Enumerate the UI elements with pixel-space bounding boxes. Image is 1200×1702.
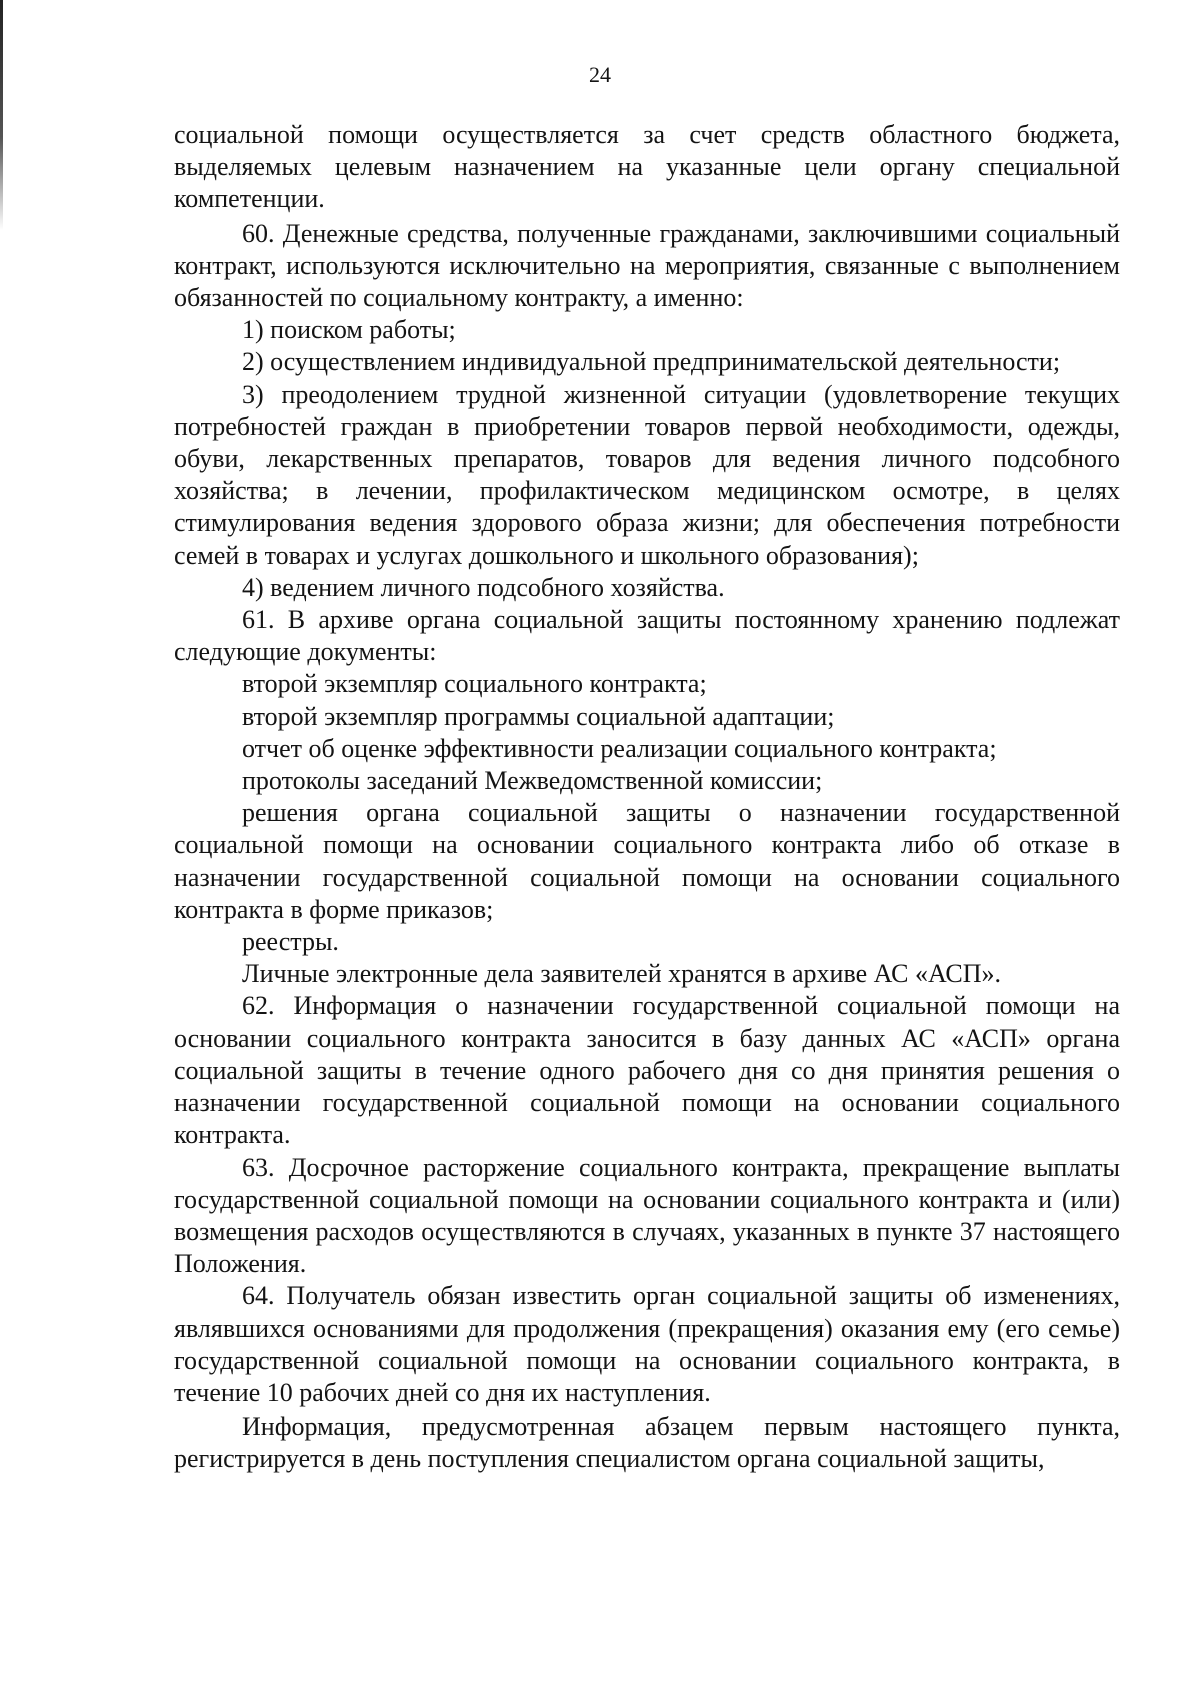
list-item: протоколы заседаний Межведомственной комиссии; bbox=[242, 766, 823, 796]
list-item: отчет об оценке эффективности реализации социального контракта; bbox=[242, 733, 997, 763]
page-number: 24 bbox=[589, 62, 611, 87]
list-item: реестры. bbox=[242, 927, 339, 957]
paragraph-clause-63: 63. Досрочное расторжение социального контракта, прекращение выплаты государственной социальной помощи на основании социального контракта и (или) возмещения расходов осуществляются в случаях, указанных в пункте 37 настоящего Положения. bbox=[174, 1152, 1120, 1279]
paragraph-clause-64: 64. Получатель обязан известить орган социальной защиты об изменениях, являвшихся основаниями для продолжения (прекращения) оказания ему (его семье) государственной социальной помощи на основании социального контракта, в течение 10 рабочих дней со дня их наступления. bbox=[174, 1281, 1120, 1407]
list-item: решения органа социальной защиты о назначении государственной социальной помощи на основании социального контракта либо об отказе в назначении государственной социальной помощи на основании социального контракта в форме приказов; bbox=[174, 798, 1120, 924]
paragraph: социальной помощи осуществляется за счет средств областного бюджета, выделяемых целевым назначением на указанные цели органу специальной компетенции. bbox=[174, 120, 1120, 214]
list-item: второй экземпляр программы социальной адаптации; bbox=[242, 701, 835, 731]
list-item: 3) преодолением трудной жизненной ситуации (удовлетворение текущих потребностей граждан в приобретении товаров первой необходимости, одежды, обуви, лекарственных препаратов, товаров для ведения личного подсобного хозяйства; в лечении, профилактическом медицинском осмотре, в целях стимулирования ведения здорового образа жизни; для обеспечения потребности семей в товарах и услугах дошкольного и школьного образования); bbox=[174, 379, 1120, 570]
scan-edge-shadow bbox=[0, 0, 3, 230]
list-item: второй экземпляр социального контракта; bbox=[242, 669, 707, 699]
paragraph: Информация, предусмотренная абзацем первым настоящего пункта, регистрируется в день поступления специалистом органа социальной защиты, bbox=[174, 1412, 1120, 1474]
document-body bbox=[174, 119, 1120, 1476]
paragraph-clause-60: 60. Денежные средства, полученные гражданами, заключившими социальный контракт, используются исключительно на мероприятия, связанные с выполнением обязанностей по социальному контракту, а именно: bbox=[174, 218, 1120, 313]
list-item: 2) осуществлением индивидуальной предпринимательской деятельности; bbox=[242, 347, 1061, 377]
paragraph-clause-62: 62. Информация о назначении государственной социальной помощи на основании социального контракта заносится в базу данных АС «АСП» органа социальной защиты в течение одного рабочего дня со дня принятия решения о назначении государственной социальной помощи на основании социального контракта. bbox=[174, 991, 1120, 1150]
list-item: 4) ведением личного подсобного хозяйства. bbox=[242, 572, 725, 602]
paragraph-clause-61: 61. В архиве органа социальной защиты постоянному хранению подлежат следующие документы: bbox=[174, 605, 1120, 667]
list-item: 1) поиском работы; bbox=[242, 315, 456, 345]
paragraph: Личные электронные дела заявителей хранятся в архиве АС «АСП». bbox=[242, 959, 1002, 989]
